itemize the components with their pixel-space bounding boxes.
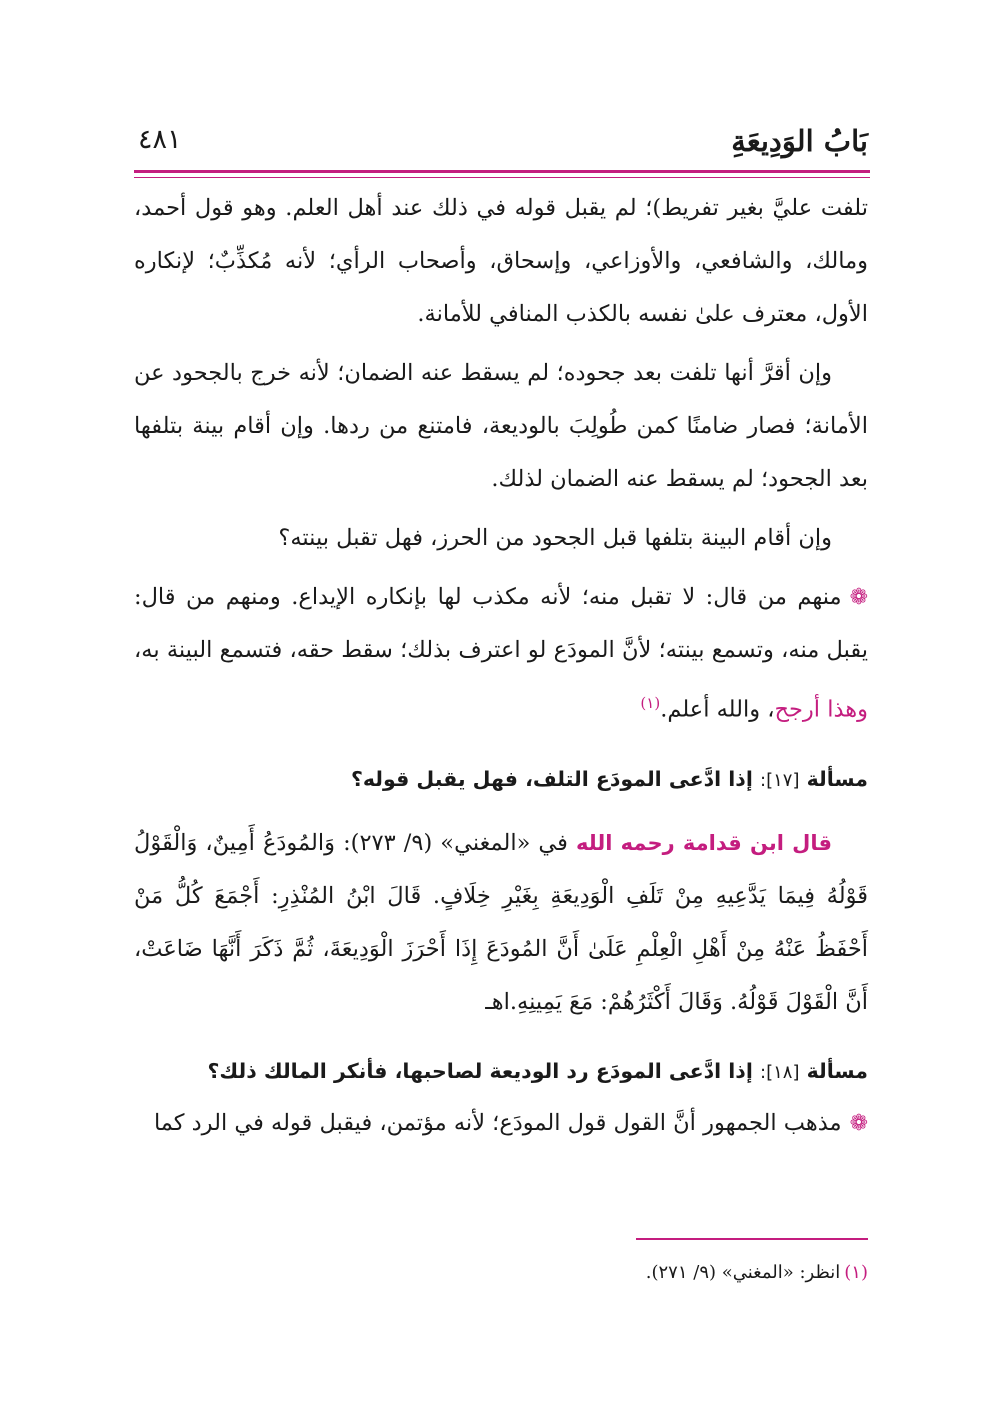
body-text bbox=[134, 182, 868, 1150]
paragraph-4-text: منهم من قال: لا تقبل منه؛ لأنه مكذب لها بإنكاره الإيداع. ومنهم من قال: يقبل منه، وتسمع بينته؛ لأنَّ المودَع لو اعترف بذلك؛ سقط حقه، فتسمع البينة به، bbox=[134, 584, 868, 663]
preferred-opinion: وهذا أرجح bbox=[774, 696, 868, 723]
chapter-title: بَابُ الوَدِيعَةِ bbox=[731, 124, 868, 158]
footnote-reference[interactable]: (١) bbox=[640, 694, 661, 712]
flower-icon: ❁ bbox=[849, 1110, 868, 1136]
quote-17 bbox=[134, 817, 868, 1029]
header-rule-thin bbox=[134, 177, 870, 178]
footnote-divider bbox=[636, 1238, 868, 1240]
paragraph-3: وإن أقام البينة بتلفها قبل الجحود من الحرز، فهل تقبل بينته؟ bbox=[278, 525, 832, 551]
header-rule-thick bbox=[134, 170, 870, 173]
issue-17-label: مسألة bbox=[806, 766, 868, 791]
paragraph-5-text: مذهب الجمهور أنَّ القول قول المودَع؛ لأنه مؤتمن، فيقبل قوله في الرد كما bbox=[153, 1109, 842, 1136]
quote-17-text: في «المغني» (٩/ ٢٧٣): وَالمُودَعُ أَمِينٌ، وَالْقَوْلُ قَوْلُهُ فِيمَا يَدَّعِيهِ مِنْ تَلَفِ الْوَدِيعَةِ بِغَيْرِ خِلَافٍ. قَالَ ابْنُ المُنْذِرِ: أَجْمَعَ كُلُّ مَنْ أَحْفَظُ عَنْهُ مِنْ أَهْلِ الْعِلْمِ عَلَىٰ أَنَّ المُودَعَ إِذَا أَحْرَزَ الْوَدِيعَةَ، ثُمَّ ذَكَرَ أَنَّهَا ضَاعَتْ، أَنَّ الْقَوْلَ قَوْلُهُ. وَقَالَ أَكْثَرُهُمْ: مَعَ يَمِينِهِ.اهـ bbox=[134, 829, 868, 1015]
footnote-number: (١) bbox=[844, 1262, 868, 1283]
issue-18-number: [١٨]: bbox=[760, 1061, 800, 1083]
paragraph-4-end: ، والله أعلم. bbox=[660, 696, 775, 723]
footnote-1 bbox=[646, 1262, 868, 1283]
quote-17-author: قال ابن قدامة رحمه الله bbox=[576, 830, 833, 855]
paragraph-5 bbox=[134, 1097, 868, 1150]
paragraph-1: تلفت عليَّ بغير تفريط)؛ لم يقبل قوله في ذلك عند أهل العلم. وهو قول أحمد، ومالك، والشافعي، والأوزاعي، وإسحاق، وأصحاب الرأي؛ لأنه مُكذِّبٌ؛ لإنكاره الأول، معترف علىٰ نفسه بالكذب المنافي للأمانة. bbox=[134, 195, 868, 327]
issue-17-number: [١٧]: bbox=[760, 769, 800, 791]
paragraph-2: وإن أقرَّ أنها تلفت بعد جحوده؛ لم يسقط عنه الضمان؛ لأنه خرج بالجحود عن الأمانة؛ فصار ضامنًا كمن طُولِبَ بالوديعة، فامتنع من ردها. وإن أقام بينة بتلفها بعد الجحود؛ لم يسقط عنه الضمان لذلك. bbox=[134, 360, 868, 492]
paragraph-4 bbox=[134, 571, 868, 737]
issue-18-label: مسألة bbox=[806, 1058, 868, 1083]
issue-18-title: إذا ادَّعى المودَع رد الوديعة لصاحبها، فأنكر المالك ذلك؟ bbox=[207, 1058, 753, 1083]
page-header bbox=[138, 118, 868, 168]
footnote-text: انظر: «المغني» (٩/ ٢٧١). bbox=[645, 1262, 841, 1283]
issue-18-heading bbox=[134, 1047, 868, 1097]
page-number: ٤٨١ bbox=[138, 124, 182, 155]
flower-icon: ❁ bbox=[849, 585, 868, 610]
issue-17-title: إذا ادَّعى المودَع التلف، فهل يقبل قوله؟ bbox=[350, 766, 753, 791]
issue-17-heading bbox=[134, 755, 868, 805]
